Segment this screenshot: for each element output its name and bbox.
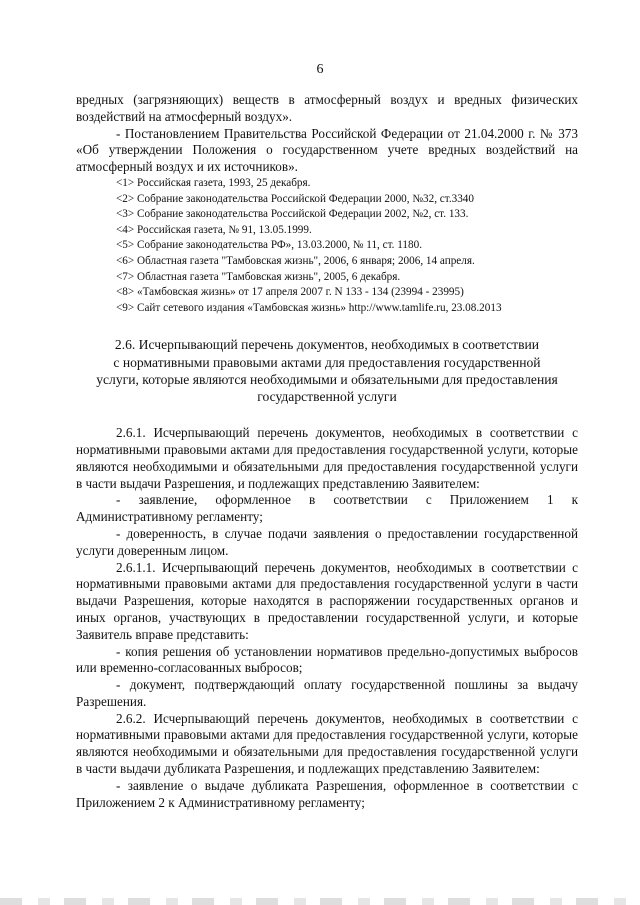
footnote-7: <7> Областная газета "Тамбовская жизнь", 2005, 6 декабря.	[116, 270, 401, 283]
paragraph: - Постановлением Правительства Российской Федерации от 21.04.2000 г. № 373 «Об утверждении Положения о государственном учете вредных воздействий на атмосферный воздух и их источников».	[76, 125, 578, 175]
paragraph-2-6-2: 2.6.2. Исчерпывающий перечень документов, необходимых в соответствии с нормативными правовыми актами для предоставления государственной услуги, которые являются необходимыми и обязательными для предоставления государственной услуги в части выдачи дубликата Разрешения, и подлежащих представлению Заявителем:	[76, 710, 578, 777]
list-item: - доверенность, в случае подачи заявления о предоставлении государственной услуги доверенным лицом.	[76, 525, 578, 558]
heading-line: услуги, которые являются необходимыми и обязательными для предоставления	[96, 371, 558, 387]
section-heading	[76, 336, 578, 405]
paragraph-2-6-1-1: 2.6.1.1. Исчерпывающий перечень документов, необходимых в соответствии с нормативными правовыми актами для предоставления государственной услуги в части выдачи Разрешения, которые находятся в распоряжении государственных органов и иных органов, участвующих в предоставлении государственной услуги, и которые Заявитель вправе представить:	[76, 559, 578, 642]
paragraph: вредных (загрязняющих) веществ в атмосферный воздух и вредных физических воздействий на атмосферный воздух».	[76, 92, 578, 124]
page-number: 6	[316, 62, 324, 77]
page-content	[76, 92, 578, 811]
scan-edge-noise	[0, 898, 640, 905]
footnote-3: <3> Собрание законодательства Российской Федерации 2002, №2, ст. 133.	[116, 208, 469, 221]
footnote-6: <6> Областная газета "Тамбовская жизнь", 2006, 6 января; 2006, 14 апреля.	[116, 254, 475, 267]
heading-line: с нормативными правовыми актами для предоставления государственной	[113, 354, 541, 370]
footnote-8: <8> «Тамбовская жизнь» от 17 апреля 2007 г. N 133 - 134 (23994 - 23995)	[116, 286, 464, 299]
heading-line: государственной услуги	[257, 388, 397, 404]
heading-line: 2.6. Исчерпывающий перечень документов, необходимых в соответствии	[114, 337, 540, 353]
footnote-4: <4> Российская газета, № 91, 13.05.1999.	[116, 223, 312, 236]
footnote-9: <9> Сайт сетевого издания «Тамбовская жизнь» http://www.tamlife.ru, 23.08.2013	[116, 301, 502, 314]
list-item: - копия решения об установлении нормативов предельно-допустимых выбросов или временно-согласованных выбросов;	[76, 643, 578, 676]
footnotes	[76, 176, 578, 316]
paragraph-2-6-1: 2.6.1. Исчерпывающий перечень документов, необходимых в соответствии с нормативными правовыми актами для предоставления государственной услуги, которые являются необходимыми и обязательными для предоставления государственной услуги в части выдачи Разрешения, и подлежащих представлению Заявителем:	[76, 425, 578, 491]
footnote-1: <1> Российская газета, 1993, 25 декабря.	[116, 176, 311, 189]
list-item: - документ, подтверждающий оплату государственной пошлины за выдачу Разрешения.	[76, 677, 578, 709]
footnote-2: <2> Собрание законодательства Российской Федерации 2000, №32, ст.3340	[116, 192, 474, 205]
footnote-5: <5> Собрание законодательства РФ», 13.03.2000, № 11, ст. 1180.	[116, 239, 423, 252]
list-item: - заявление, оформленное в соответствии с Приложением 1 к Административному регламенту;	[76, 492, 578, 525]
list-item: - заявление о выдаче дубликата Разрешения, оформленное в соответствии с Приложением 2 к Административному регламенту;	[76, 777, 578, 810]
